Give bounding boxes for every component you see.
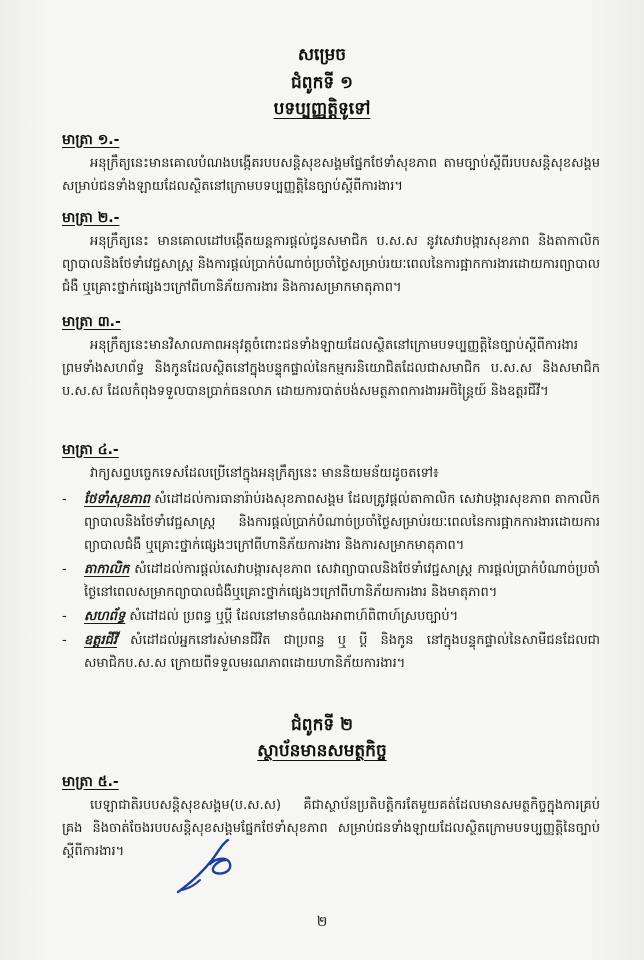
definition-item xyxy=(62,558,600,604)
article-4-text: វាក្យសព្ទបច្ចេកទេសដែលប្រើនៅក្នុងអនុក្រឹត្យនេះ មាននិយមន័យដូចតទៅ៖ xyxy=(90,466,439,481)
chapter-1-heading: ជំពូកទី ១ xyxy=(291,73,353,93)
list-dash: - xyxy=(62,562,67,577)
article-3-text: អនុក្រឹត្យនេះមានវិសាលភាពអនុវត្តចំពោះជនទាំងឡាយដែលស្ថិតនៅក្រោមបទប្បញ្ញត្តិនៃច្បាប់ស្តីពីការងារ ព្រមទាំងសហព័ទ្ធ និងកូនដែលស្ថិតនៅក្នុងបន្ទុកផ្ទាល់នៃកម្មករនិយោជិតដែលជាសមាជិក ប.ស.ស និងសមាជិក ប.ស.ស ដែលកំពុងទទួលបានប្រាក់ធនលាភ ដោយការបាត់បង់សមត្ថភាពការងារអចិន្ត្រៃយ៍ និងឧត្តរជីវី។ xyxy=(62,338,600,399)
definition-text: សំដៅដល់អ្នកនៅរស់មានជីវិត ជាប្រពន្ធ ឬ ប្តី និងកូន នៅក្នុងបន្ទុកផ្ទាល់នៃសាមីជនដែលជាសមាជិកប.ស.ស ក្រោយពីទទួលមរណភាពដោយហានិភ័យការងារ។ xyxy=(84,633,600,671)
decision-heading: សម្រេច xyxy=(297,45,347,65)
article-3-label: មាត្រា ៣.- xyxy=(62,314,121,330)
article-1-text: អនុក្រឹត្យនេះមានគោលបំណងបង្កើតរបបសន្តិសុខសង្គមផ្នែកថែទាំសុខភាព តាមច្បាប់ស្តីពីរបបសន្តិសុខសង្គម សម្រាប់ជនទាំងឡាយដែលស្ថិតនៅក្រោមបទប្បញ្ញត្តិនៃច្បាប់ស្តីពីការងារ។ xyxy=(62,156,600,194)
definition-text: សំដៅដល់ការធានារ៉ាប់រងសុខភាពសង្គម ដែលត្រូវផ្តល់តាកាលិក សេវាបង្ការសុខភាព តាកាលិកព្យាបាលនិងថែទាំវេជ្ជសាស្ត្រ និងការផ្តល់ប្រាក់បំណាច់ប្រចាំថ្ងៃសម្រាប់រយៈពេលនៃការផ្អាកការងារដោយការព្យាបាលជំងឺ ឬគ្រោះថ្នាក់ផ្សេងៗក្រៅពីហានិភ័យការងារ និងការសម្រាកមាតុភាព។ xyxy=(84,492,600,553)
chapter-2-heading: ជំពូកទី ២ xyxy=(291,715,353,735)
article-5-label: មាត្រា ៥.- xyxy=(62,774,119,790)
article-2-text: អនុក្រឹត្យនេះ មានគោលដៅបង្កើតយន្តការផ្តល់ជូនសមាជិក ប.ស.ស នូវសេវាបង្ការសុខភាព និងតាកាលិកព្យាបាលនិងថែទាំវេជ្ជសាស្ត្រ និងការផ្តល់ប្រាក់បំណាច់ប្រចាំថ្ងៃសម្រាប់រយៈពេលនៃការផ្អាកការងារដោយការព្យាបាលជំងឺ ឬគ្រោះថ្នាក់ផ្សេងៗក្រៅពីហានិភ័យការងារ និងការសម្រាកមាតុភាព។ xyxy=(62,234,600,295)
page-number: ២ xyxy=(316,914,328,930)
list-dash: - xyxy=(62,609,67,624)
definition-term: ឧត្តរជីវី xyxy=(84,633,118,648)
definition-item xyxy=(62,488,600,557)
article-2-label: មាត្រា ២.- xyxy=(62,210,120,226)
definition-item xyxy=(62,605,600,628)
definition-text: សំដៅដល់ការផ្តល់សេវាបង្ការសុខភាព សេវាព្យាបាលនិងថែទាំវេជ្ជសាស្ត្រ ការផ្តល់ប្រាក់បំណាច់ប្រចាំថ្ងៃនៅពេលសម្រាកព្យាបាលជំងឺឬគ្រោះថ្នាក់ផ្សេងៗក្រៅពីហានិភ័យការងារ និងមាតុភាព។ xyxy=(84,562,600,600)
definition-term: ថែទាំសុខភាព xyxy=(84,492,151,507)
signature-initial-icon xyxy=(170,830,260,900)
article-5-text: បេឡាជាតិរបបសន្តិសុខសង្គម(ប.ស.ស) គឺជាស្ថាប័នប្រតិបត្តិករតែមួយគត់ដែលមានសមត្ថកិច្ចក្នុងការគ្រប់គ្រង និងចាត់ចែងរបបសន្តិសុខសង្គមផ្នែកថែទាំសុខភាព សម្រាប់ជនទាំងឡាយដែលស្ថិតក្រោមបទប្បញ្ញត្តិនៃច្បាប់ស្តីពីការងារ។ xyxy=(62,798,600,859)
list-dash: - xyxy=(62,633,67,648)
general-provisions-heading: បទប្បញ្ញត្តិទូទៅ xyxy=(273,99,371,119)
definitions-list xyxy=(62,488,600,676)
article-4-label: មាត្រា ៤.- xyxy=(62,442,119,458)
definition-term: សហព័ទ្ធ xyxy=(84,609,126,624)
competent-institution-heading: ស្ថាប័នមានសមត្ថកិច្ច xyxy=(257,741,387,761)
definition-text: សំដៅដល់ ប្រពន្ធ ឬប្តី ដែលនៅមានចំណងអាពាហ៍ពិពាហ៍ស្របច្បាប់។ xyxy=(129,609,459,624)
definition-term: តាកាលិក xyxy=(84,562,130,577)
list-dash: - xyxy=(62,492,67,507)
definition-item xyxy=(62,629,600,675)
article-1-label: មាត្រា ១.- xyxy=(62,132,120,148)
